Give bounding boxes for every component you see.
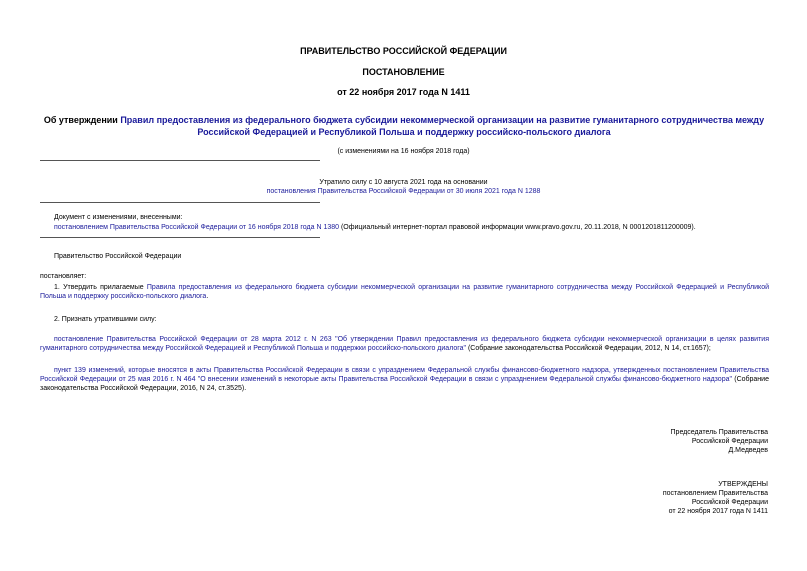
document-title — [40, 114, 768, 138]
item-1-suffix: . — [206, 293, 209, 300]
document-date: от 22 ноября 2017 года N 1411 — [337, 87, 470, 97]
expired-note: Утратило силу с 10 августа 2021 года на основании — [319, 179, 488, 186]
government-line: Правительство Российской Федерации — [54, 253, 182, 260]
title-rules-link[interactable]: Правил предоставления из федерального бюджета субсидии некоммерческой организации на развитие гуманитарного сотрудничества между — [120, 115, 765, 125]
changes-label: Документ с изменениями, внесенными: — [54, 214, 183, 221]
item-1-prefix: 1. Утвердить прилагаемые — [54, 284, 147, 291]
changes-row — [54, 223, 768, 232]
approved-by: постановлением Правительства — [662, 490, 768, 497]
title-rules-link-cont[interactable]: Российской Федерацией и Республикой Польша и поддержку российско-польского диалога — [197, 127, 611, 137]
changes-decree-link[interactable]: постановлением Правительства Российской Федерации от 16 ноября 2018 года N 1380 — [54, 224, 340, 231]
document-type: ПОСТАНОВЛЕНИЕ — [362, 67, 445, 77]
approved-heading: УТВЕРЖДЕНЫ — [718, 481, 768, 488]
approved-org: Российской Федерации — [691, 499, 768, 506]
repealed-ref-1-tail: (Собрание законодательства Российской Федерации, 2012, N 14, ст.1657); — [466, 345, 711, 352]
repealed-ref-1 — [40, 335, 769, 353]
expired-decree-link[interactable]: постановления Правительства Российской Федерации от 30 июля 2021 года N 1288 — [266, 188, 541, 195]
divider — [40, 202, 320, 203]
decides-line: постановляет: — [40, 273, 87, 280]
government-heading: ПРАВИТЕЛЬСТВО РОССИЙСКОЙ ФЕДЕРАЦИИ — [300, 46, 507, 56]
approved-block — [663, 480, 768, 516]
item-1 — [40, 283, 769, 301]
repealed-ref-2-tail: (Собрание законодательства Российской Федерации, 2016, N 24, ст.3525). — [40, 376, 769, 392]
divider — [40, 237, 320, 238]
approved-date: от 22 ноября 2017 года N 1411 — [668, 508, 768, 515]
item-2: 2. Признать утратившими силу: — [54, 316, 157, 323]
item-1-rules-link[interactable]: Правила предоставления из федерального бюджета субсидии некоммерческой организации на развитие гуманитарного сотрудничества между Российской Федерацией и Республикой Польша и поддержку российско-польского диалога — [40, 284, 769, 300]
expired-link-row — [0, 187, 807, 196]
changes-tail: (Официальный интернет-портал правовой информации www.pravo.gov.ru, 20.11.2018, N 0001201811200009). — [339, 224, 696, 231]
divider — [40, 160, 320, 161]
title-prefix: Об утверждении — [43, 115, 121, 125]
signature-title: Председатель Правительства — [670, 429, 768, 436]
repealed-ref-1-link[interactable]: постановление Правительства Российской Федерации от 28 марта 2012 г. N 263 "Об утверждении Правил предоставления из федерального бюджета субсидии некоммерческой организации в целях развития гуманитарного сотрудничества между Российской Федерацией и Республикой Польша и поддержки российско-польского диалога" — [40, 336, 769, 352]
signature-block — [671, 428, 768, 455]
repealed-ref-2-link[interactable]: пункт 139 изменений, которые вносятся в акты Правительства Российской Федерации в связи с упразднением Федеральной службы финансово-бюджетного надзора, утвержденных постановлением Правительства Российской Федерации от 25 мая 2016 г. N 464 "О внесении изменений в некоторые акты Правительства Российской Федерации в связи с упразднением Федеральной службы финансово-бюджетного надзора" — [40, 367, 769, 383]
signature-org: Российской Федерации — [691, 438, 768, 445]
edition-note: (с изменениями на 16 ноября 2018 года) — [337, 148, 470, 155]
repealed-ref-2 — [40, 366, 769, 393]
signature-name: Д.Медведев — [728, 447, 768, 454]
